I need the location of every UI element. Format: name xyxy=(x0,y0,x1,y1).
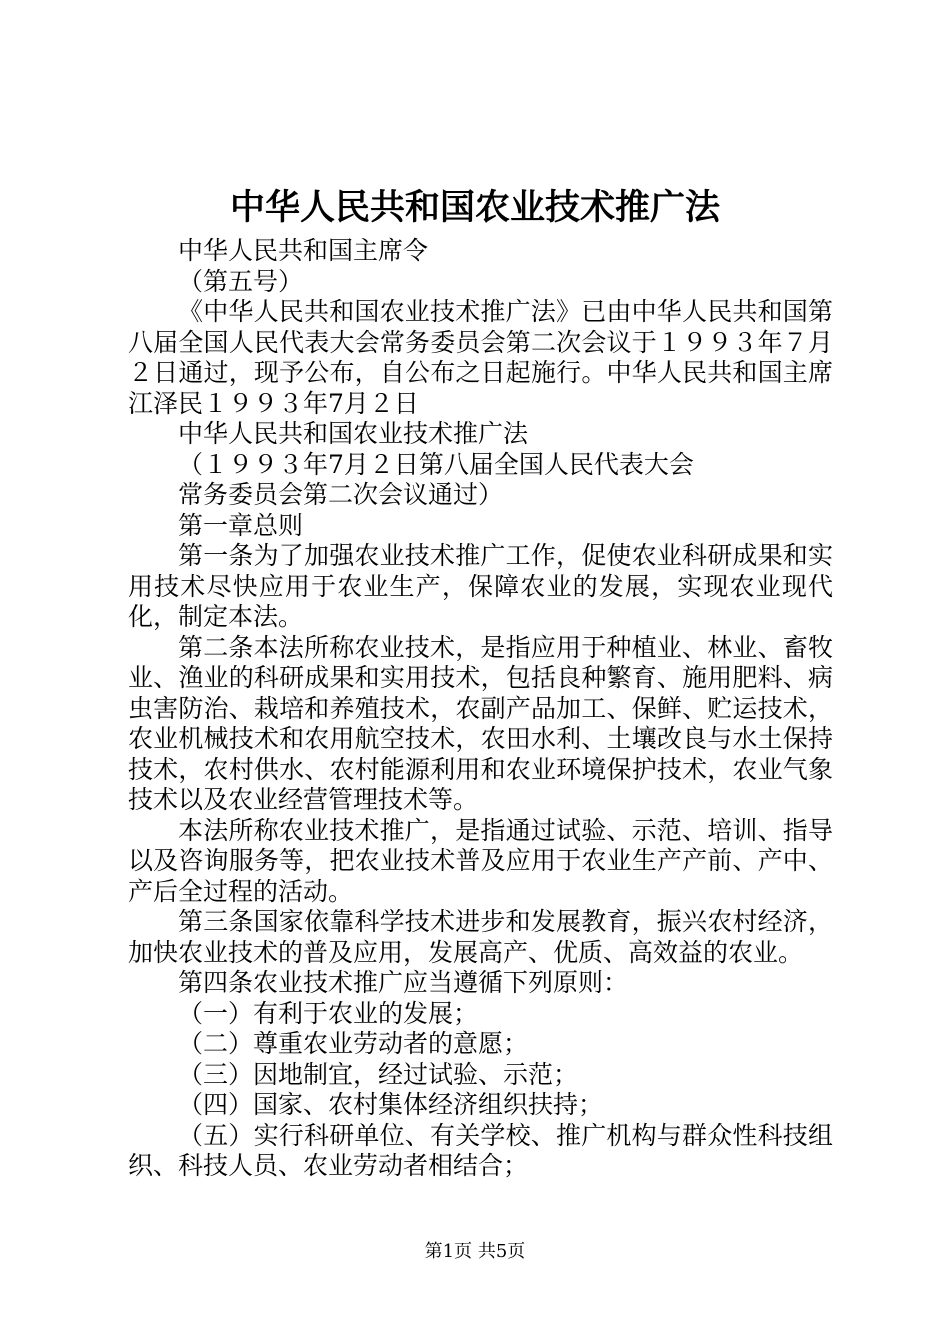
paragraph: 本法所称农业技术推广，是指通过试验、示范、培训、指导以及咨询服务等，把农业技术普及应用于农业生产产前、产中、产后全过程的活动。 xyxy=(128,815,833,906)
paragraph: 《中华人民共和国农业技术推广法》已由中华人民共和国第八届全国人民代表大会常务委员会第二次会议于１９９３年７月２日通过，现予公布，自公布之日起施行。中华人民共和国主席江泽民１９９３年7月２日 xyxy=(128,297,833,418)
paragraph: （１９９３年7月２日第八届全国人民代表大会 xyxy=(178,449,694,479)
paragraph: 第四条农业技术推广应当遵循下列原则： xyxy=(178,968,629,997)
paragraph: 中华人民共和国主席令 xyxy=(178,236,429,265)
paragraph: 第二条本法所称农业技术，是指应用于种植业、林业、畜牧业、渔业的科研成果和实用技术，包括良种繁育、施用肥料、病虫害防治、栽培和养殖技术，农副产品加工、保鲜、贮运技术，农业机械技术和农用航空技术，农田水利、土壤改良与水土保持技术，农村供水、农村能源利用和农业环境保护技术，农业气象技术以及农业经营管理技术等。 xyxy=(128,632,833,814)
paragraph: （三）因地制宜，经过试验、示范； xyxy=(178,1059,579,1089)
paragraph: 第一条为了加强农业技术推广工作，促使农业科研成果和实用技术尽快应用于农业生产，保障农业的发展，实现农业现代化，制定本法。 xyxy=(128,541,833,631)
paragraph: （二）尊重农业劳动者的意愿； xyxy=(178,1029,529,1058)
paragraph: 第三条国家依靠科学技术进步和发展教育，振兴农村经济，加快农业技术的普及应用，发展高产、优质、高效益的农业。 xyxy=(128,907,833,967)
paragraph: （一）有利于农业的发展； xyxy=(178,998,479,1028)
paragraph: （四）国家、农村集体经济组织扶持； xyxy=(178,1090,604,1119)
paragraph: （第五号） xyxy=(178,266,304,296)
paragraph: 常务委员会第二次会议通过） xyxy=(178,480,504,509)
document-title: 中华人民共和国农业技术推广法 xyxy=(229,187,720,228)
paragraph: 中华人民共和国农业技术推广法 xyxy=(178,419,529,448)
paragraph: （五）实行科研单位、有关学校、推广机构与群众性科技组织、科技人员、农业劳动者相结合； xyxy=(128,1120,833,1180)
paragraph: 第一章总则 xyxy=(178,510,304,540)
page-footer: 第1页 共5页 xyxy=(424,1241,526,1262)
document-body xyxy=(128,236,833,1182)
